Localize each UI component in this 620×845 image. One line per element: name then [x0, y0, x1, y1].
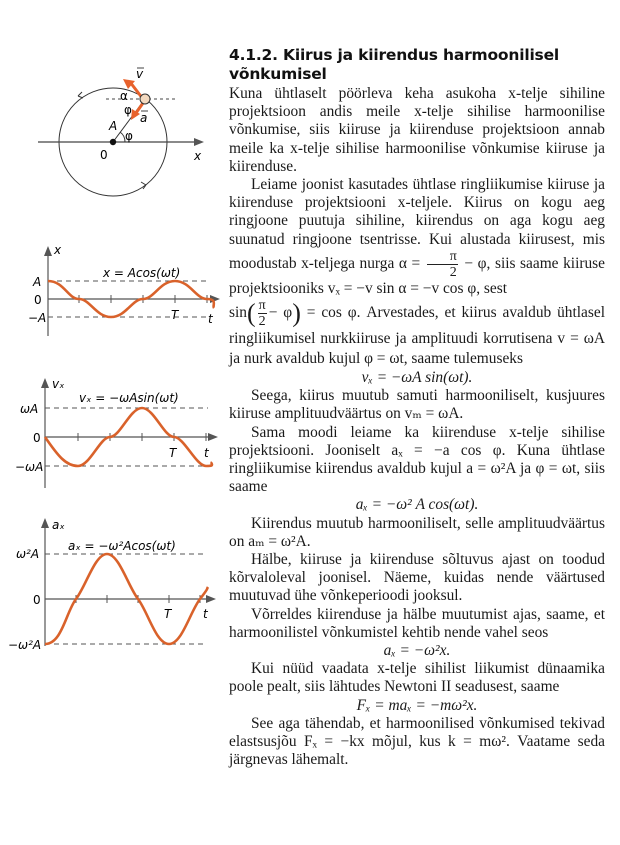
origin-point	[110, 139, 116, 145]
fraction-pi-over-2: $\frac{\pi}{2}$	[427, 249, 458, 280]
t-axis-arrow-icon	[206, 595, 216, 603]
paragraph-acceleration-amplitude: Kiirendus muutub harmooniliselt, selle amplituudväärtus on aₘ = ω²A.	[229, 514, 605, 550]
paragraph-comparison: Võrreldes kiirenduse ja hälbe muutumist ajas, saame, et harmoonilistel võnkumistel kehtib nende vahel seos	[229, 605, 605, 641]
label-phi-center: φ	[125, 129, 133, 143]
paragraph-graph-reference: Hälbe, kiiruse ja kiirenduse sõltuvus ajast on toodud kõrvaloleval joonisel. Näeme, kuidas nende väärtused muutuvad ühe võnkeperioodi jooksul.	[229, 551, 605, 605]
chart-title: vₓ = −ωAsin(ωt)	[79, 391, 179, 405]
svg-text:t: t	[208, 312, 213, 326]
label-x-axis: x	[194, 149, 202, 163]
svg-text:0: 0	[34, 293, 42, 307]
paragraph-dynamics: Kui nüüd vaadata x-telje sihilist liikumist dünaamika poole pealt, siis lähtudes Newtoni II seadusest, saame	[229, 660, 605, 696]
svg-text:0: 0	[33, 593, 41, 607]
svg-text:aₓ: aₓ	[52, 518, 65, 532]
displacement-chart	[0, 240, 228, 340]
figure-column	[0, 0, 228, 845]
svg-text:vₓ: vₓ	[52, 377, 65, 391]
y-axis-arrow-icon	[41, 378, 49, 388]
label-phi-top: φ	[124, 103, 132, 117]
paragraph-acceleration-derivation: Sama moodi leiame ka kiirenduse x-telje sihilise projektsiooni. Jooniselt aₓ = −a cos φ. Kuna ühtlase ringliikumise kiirendus avaldub kujul a = ω²A ja φ = ωt, siis saame	[229, 423, 605, 496]
equation-acc-displacement: aₓ = −ω²x.	[383, 642, 451, 660]
svg-text:0: 0	[33, 431, 41, 445]
svg-text:−ω²A: −ω²A	[8, 638, 42, 652]
paragraph-conclusion: See aga tähendab, et harmoonilised võnkumised tekivad elastsusjõu Fₓ = −kx mõjul, kus k = mω². Vaatame seda järgnevas lähemalt.	[229, 714, 605, 769]
svg-text:−A: −A	[28, 311, 47, 325]
y-axis-arrow-icon	[41, 518, 49, 528]
svg-text:−ωA: −ωA	[15, 460, 44, 474]
paragraph-intro: Kuna ühtlaselt pöörleva keha asukoha x-telje sihiline projektsioon andis meile x-telje sihilise harmoonilise võnkumise, siis kiiruse ja kiirenduse projektsioon annab meile ka x-telje sihilise harmoonilise võnkumise kiiruse ja kiirenduse.	[229, 85, 605, 175]
svg-text:T: T	[164, 607, 172, 621]
svg-text:x: x	[54, 243, 62, 257]
velocity-chart	[0, 372, 228, 492]
circle-motion-diagram	[0, 60, 228, 210]
x-axis-arrow-icon	[194, 138, 204, 146]
equation-newton: Fₓ = maₓ = −mω²x.	[356, 696, 478, 714]
text-column	[229, 46, 605, 770]
svg-text:ωA: ωA	[20, 402, 39, 416]
t-axis-arrow-icon	[208, 433, 218, 441]
svg-text:t: t	[203, 607, 208, 621]
paragraph-sin-identity: sin( $\frac{\pi}{2}$ − φ) = cos φ. Arvestades, et kiirus avaldub ühtlasel ringliikumisel nurkkiiruse ja amplituudi korrutisena v = ωA ja nurk avaldub kujul φ = ωt, saame tulemuseks	[229, 298, 605, 368]
label-radius-A: A	[109, 119, 118, 133]
equation-velocity: vₓ = −ωA sin(ωt).	[361, 369, 473, 387]
paragraph-velocity-amplitude: Seega, kiirus muutub samuti harmooniliselt, kusjuures kiiruse amplituudväärtus on vₘ = ωA.	[229, 387, 605, 423]
svg-text:T: T	[171, 308, 179, 322]
svg-text:A: A	[33, 275, 42, 289]
equation-acceleration: aₓ = −ω² A cos(ωt).	[355, 496, 479, 514]
label-v: v	[136, 67, 144, 81]
y-axis-arrow-icon	[44, 246, 52, 256]
section-heading: 4.1.2. Kiirus ja kiirendus harmoonilisel võnkumisel	[229, 46, 560, 83]
label-origin: 0	[100, 148, 108, 162]
svg-text:T: T	[169, 446, 177, 460]
paragraph-velocity-derivation: Leiame joonist kasutades ühtlase ringliikumise kiiruse ja kiirenduse projektsiooni x-teljele. Kiirus on kogu aeg ringjoone puutuja sihiline, kiirendus on aga kogu aeg suunatud ringjoone tsentrisse. Kui alustada kiirusest, mis moodustab x-teljega nurga α = $\frac{\pi}{2}$ − φ, siis saame kiiruse projektsiooniks vₓ = −v sin α = −v cos φ, sest	[229, 176, 605, 297]
chart-title: aₓ = −ω²Acos(ωt)	[68, 539, 176, 553]
chart-title: x = Acos(ωt)	[103, 266, 181, 280]
svg-text:ω²A: ω²A	[16, 547, 40, 561]
svg-text:t: t	[204, 446, 209, 460]
label-alpha: α	[120, 89, 128, 103]
label-a: a	[140, 111, 148, 125]
moving-body-point	[140, 94, 150, 104]
acceleration-chart	[0, 512, 228, 652]
